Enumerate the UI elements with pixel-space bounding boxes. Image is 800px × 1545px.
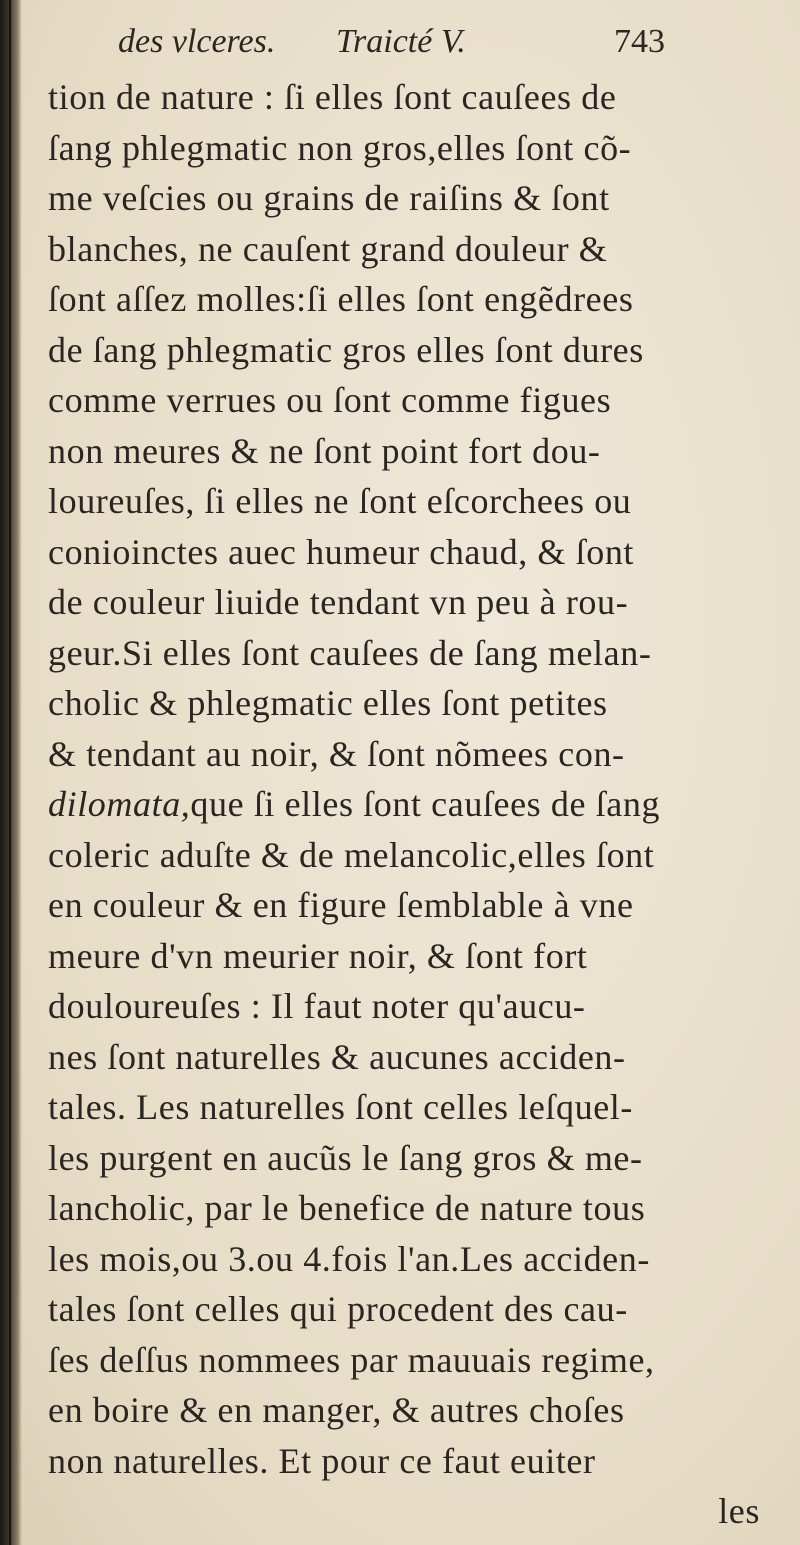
text-line: ſont aſſez molles:ſi elles ſont engẽdrees [48,279,634,319]
text-line: non naturelles. Et pour ce faut euiter [48,1440,596,1481]
text-line: en couleur & en figure ſemblable à vne [48,885,634,925]
running-header [118,16,758,68]
text-line: cholic & phlegmatic elles ſont petites [48,683,608,723]
text-line: ſes deſſus nommees par mauuais regime, [48,1339,655,1380]
header-title: Traicté V. [336,23,466,60]
text-line: loureuſes, ſi elles ne ſont eſcorchees ou [48,481,632,521]
catchword: les [718,1491,760,1531]
header-left: des vlceres. [118,23,276,60]
text-line: de ſang phlegmatic gros elles ſont dures [48,329,644,370]
text-line [48,779,778,830]
text-line: les purgent en aucũs le ſang gros & me- [48,1137,643,1178]
text-line: nes ſont naturelles & aucunes acciden- [48,1036,626,1077]
text-line: de couleur liuide tendant vn peu à rou- [48,582,629,622]
text-line: conioinctes auec humeur chaud, & ſont [48,531,635,572]
text-line: tion de nature : ſi elles ſont cauſees de [48,77,617,117]
text-line: geur.Si elles ſont cauſees de ſang melan- [48,632,652,673]
page-gutter [0,0,22,1545]
text-line: non meures & ne ſont point fort dou- [48,430,601,471]
italic-term: dilomata, [48,784,191,824]
text-block [48,72,778,1537]
page-number: 743 [614,23,665,60]
text-line: me veſcies ou grains de raiſins & ſont [48,178,610,218]
text-line: blanches, ne cauſent grand douleur & [48,228,608,269]
text-line: coleric aduſte & de melancolic,elles ſont [48,834,655,875]
text-line: & tendant au noir, & ſont nõmees con- [48,733,625,774]
text-line: tales. Les naturelles ſont celles leſquel- [48,1087,633,1127]
text-line: les mois,ou 3.ou 4.fois l'an.Les acciden- [48,1238,650,1279]
text-line: en boire & en manger, & autres choſes [48,1390,625,1430]
text-segment: que ſi elles ſont cauſees de ſang [190,784,661,824]
binding-edge [9,0,11,1545]
text-line: lancholic, par le benefice de nature tous [48,1188,646,1228]
text-line: tales ſont celles qui procedent des cau- [48,1289,628,1329]
text-line: ſang phlegmatic non gros,elles ſont cõ- [48,127,632,168]
text-line: douloureuſes : Il faut noter qu'aucu- [48,986,586,1026]
text-line: meure d'vn meurier noir, & ſont fort [48,935,588,976]
text-line: comme verrues ou ſont comme figues [48,380,612,420]
